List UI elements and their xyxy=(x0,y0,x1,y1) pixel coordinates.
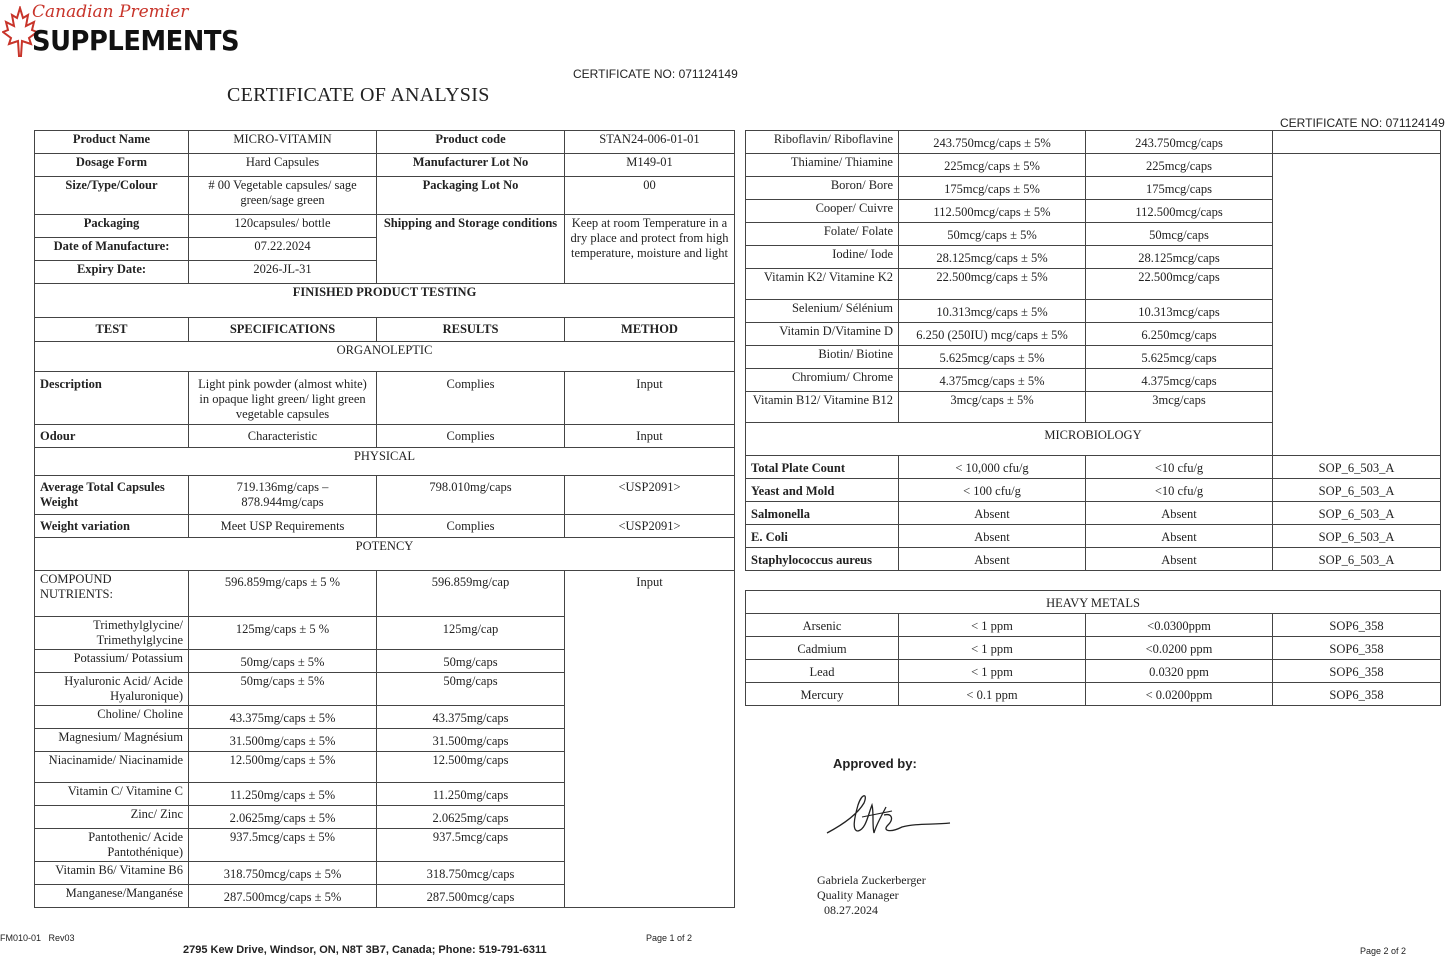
page1-table xyxy=(34,130,735,908)
nutrient-spec: 22.500mcg/caps ± 5% xyxy=(899,269,1086,300)
signature-image xyxy=(822,785,957,845)
odour-result: Complies xyxy=(377,425,565,448)
metal-result: < 0.0200ppm xyxy=(1086,683,1273,706)
weight-variation-spec: Meet USP Requirements xyxy=(189,515,377,538)
approver-role: Quality Manager xyxy=(817,888,899,902)
micro-test: E. Coli xyxy=(746,525,899,548)
microbiology-heading: MICROBIOLOGY xyxy=(746,423,1441,456)
nutrient-name: Riboflavin/ Riboflavine xyxy=(746,131,899,154)
nutrient-result: 5.625mcg/caps xyxy=(1086,346,1273,369)
page2-table xyxy=(745,130,1441,571)
nutrient-name: Iodine/ Iode xyxy=(746,246,899,269)
col-method-header: METHOD xyxy=(565,318,735,342)
nutrient-spec: 28.125mcg/caps ± 5% xyxy=(899,246,1086,269)
micro-test: Staphylococcus aureus xyxy=(746,548,899,571)
micro-method: SOP_6_503_A xyxy=(1273,548,1441,571)
metal-result: <0.0300ppm xyxy=(1086,614,1273,637)
nutrient-spec: 112.500mcg/caps ± 5% xyxy=(899,200,1086,223)
date-of-manufacture-value: 07.22.2024 xyxy=(189,238,377,261)
nutrient-name: Vitamin B12/ Vitamine B12 xyxy=(746,392,899,423)
nutrient-name: Thiamine/ Thiamine xyxy=(746,154,899,177)
nutrient-result: 175mcg/caps xyxy=(1086,177,1273,200)
micro-spec: Absent xyxy=(899,548,1086,571)
nutrient-name: Pantothenic/ Acide Pantothénique) xyxy=(35,829,189,862)
product-name-label: Product Name xyxy=(35,131,189,154)
micro-result: Absent xyxy=(1086,548,1273,571)
certificate-number-page1: CERTIFICATE NO: 071124149 xyxy=(573,67,738,81)
metal-method: SOP6_358 xyxy=(1273,637,1441,660)
nutrient-spec: 287.500mcg/caps ± 5% xyxy=(189,885,377,908)
date-of-manufacture-label: Date of Manufacture: xyxy=(35,238,189,261)
nutrient-result: 43.375mg/caps xyxy=(377,706,565,729)
physical-heading: PHYSICAL xyxy=(35,448,735,476)
nutrient-spec: 225mcg/caps ± 5% xyxy=(899,154,1086,177)
nutrient-result: 3mcg/caps xyxy=(1086,392,1273,423)
nutrient-result: 6.250mcg/caps xyxy=(1086,323,1273,346)
nutrient-spec: 11.250mg/caps ± 5% xyxy=(189,783,377,806)
nutrient-name: Vitamin D/Vitamine D xyxy=(746,323,899,346)
micro-result: Absent xyxy=(1086,502,1273,525)
nutrient-name: Trimethylglycine/ Trimethylglycine xyxy=(35,617,189,650)
heavy-metals-heading: HEAVY METALS xyxy=(746,591,1441,614)
logo-main-text: SUPPLEMENTS xyxy=(32,24,240,57)
nutrient-spec: 937.5mcg/caps ± 5% xyxy=(189,829,377,862)
micro-spec: < 100 cfu/g xyxy=(899,479,1086,502)
nutrient-result: 50mg/caps xyxy=(377,650,565,673)
nutrient-spec: 12.500mg/caps ± 5% xyxy=(189,752,377,783)
nutrient-result: 22.500mcg/caps xyxy=(1086,269,1273,300)
page2-number: Page 2 of 2 xyxy=(1360,946,1407,956)
expiry-date-value: 2026-JL-31 xyxy=(189,261,377,284)
form-code: FM010-01 Rev03 xyxy=(0,933,75,943)
empty-method-cell xyxy=(1273,154,1441,456)
organoleptic-heading: ORGANOLEPTIC xyxy=(35,342,735,372)
nutrient-name: Zinc/ Zinc xyxy=(35,806,189,829)
approver-name: Gabriela Zuckerberger xyxy=(817,873,926,887)
avg-weight-result: 798.010mg/caps xyxy=(377,476,565,515)
metal-result: <0.0200 ppm xyxy=(1086,637,1273,660)
size-type-colour-label: Size/Type/Colour xyxy=(35,177,189,215)
packaging-lot-label: Packaging Lot No xyxy=(377,177,565,215)
micro-result: Absent xyxy=(1086,525,1273,548)
micro-result: <10 cfu/g xyxy=(1086,456,1273,479)
nutrient-result: 50mcg/caps xyxy=(1086,223,1273,246)
metal-spec: < 1 ppm xyxy=(899,614,1086,637)
micro-method: SOP_6_503_A xyxy=(1273,502,1441,525)
nutrient-name: Chromium/ Chrome xyxy=(746,369,899,392)
nutrient-name: Cooper/ Cuivre xyxy=(746,200,899,223)
certificate-number-page2: CERTIFICATE NO: 071124149 xyxy=(1280,116,1445,130)
nutrient-spec: 3mcg/caps ± 5% xyxy=(899,392,1086,423)
metal-method: SOP6_358 xyxy=(1273,683,1441,706)
nutrient-result: 287.500mcg/caps xyxy=(377,885,565,908)
heavy-metals-table xyxy=(745,590,1441,706)
nutrient-spec: 6.250 (250IU) mcg/caps ± 5% xyxy=(899,323,1086,346)
nutrient-result: 11.250mg/caps xyxy=(377,783,565,806)
nutrient-name: Magnesium/ Magnésium xyxy=(35,729,189,752)
description-label: Description xyxy=(35,372,189,425)
nutrient-name: Folate/ Folate xyxy=(746,223,899,246)
approval-date: 08.27.2024 xyxy=(824,903,878,917)
compound-nutrients-result: 596.859mg/cap xyxy=(377,571,565,617)
storage-label: Shipping and Storage conditions xyxy=(377,215,565,284)
nutrient-name: Vitamin C/ Vitamine C xyxy=(35,783,189,806)
nutrient-result: 28.125mcg/caps xyxy=(1086,246,1273,269)
odour-label: Odour xyxy=(35,425,189,448)
nutrient-name: Hyaluronic Acid/ Acide Hyaluronique) xyxy=(35,673,189,706)
weight-variation-method: <USP2091> xyxy=(565,515,735,538)
logo-script-text: Canadian Premier xyxy=(32,2,189,22)
nutrient-spec: 10.313mcg/caps ± 5% xyxy=(899,300,1086,323)
micro-spec: < 10,000 cfu/g xyxy=(899,456,1086,479)
packaging-label: Packaging xyxy=(35,215,189,238)
compound-nutrients-label: COMPOUND NUTRIENTS: xyxy=(35,571,189,617)
size-type-colour-value: # 00 Vegetable capsules/ sage green/sage green xyxy=(189,177,377,215)
avg-weight-method: <USP2091> xyxy=(565,476,735,515)
nutrient-result: 50mg/caps xyxy=(377,673,565,706)
metal-method: SOP6_358 xyxy=(1273,660,1441,683)
storage-value: Keep at room Temperature in a dry place and protect from high temperature, moisture and light xyxy=(565,215,735,284)
micro-test: Total Plate Count xyxy=(746,456,899,479)
nutrient-spec: 5.625mcg/caps ± 5% xyxy=(899,346,1086,369)
metal-spec: < 0.1 ppm xyxy=(899,683,1086,706)
manufacturer-lot-value: M149-01 xyxy=(565,154,735,177)
nutrient-result: 12.500mg/caps xyxy=(377,752,565,783)
nutrient-name: Choline/ Choline xyxy=(35,706,189,729)
page1-number: Page 1 of 2 xyxy=(646,933,693,943)
nutrient-spec: 50mg/caps ± 5% xyxy=(189,673,377,706)
weight-variation-label: Weight variation xyxy=(35,515,189,538)
product-name-value: MICRO-VITAMIN xyxy=(189,131,377,154)
micro-spec: Absent xyxy=(899,502,1086,525)
weight-variation-result: Complies xyxy=(377,515,565,538)
compound-nutrients-spec: 596.859mg/caps ± 5 % xyxy=(189,571,377,617)
metal-result: 0.0320 ppm xyxy=(1086,660,1273,683)
nutrient-result: 937.5mcg/caps xyxy=(377,829,565,862)
nutrient-spec: 43.375mg/caps ± 5% xyxy=(189,706,377,729)
nutrient-spec: 31.500mg/caps ± 5% xyxy=(189,729,377,752)
description-method: Input xyxy=(565,372,735,425)
nutrient-name: Biotin/ Biotine xyxy=(746,346,899,369)
micro-result: <10 cfu/g xyxy=(1086,479,1273,502)
company-logo xyxy=(2,2,240,62)
nutrient-result: 10.313mcg/caps xyxy=(1086,300,1273,323)
nutrient-result: 112.500mcg/caps xyxy=(1086,200,1273,223)
finished-product-testing-heading: FINISHED PRODUCT TESTING xyxy=(35,284,735,318)
micro-method: SOP_6_503_A xyxy=(1273,456,1441,479)
nutrient-name: Vitamin B6/ Vitamine B6 xyxy=(35,862,189,885)
nutrient-name: Potassium/ Potassium xyxy=(35,650,189,673)
micro-method: SOP_6_503_A xyxy=(1273,479,1441,502)
packaging-lot-value: 00 xyxy=(565,177,735,215)
manufacturer-lot-label: Manufacturer Lot No xyxy=(377,154,565,177)
nutrient-spec: 2.0625mg/caps ± 5% xyxy=(189,806,377,829)
micro-spec: Absent xyxy=(899,525,1086,548)
nutrient-result: 125mg/cap xyxy=(377,617,565,650)
odour-method: Input xyxy=(565,425,735,448)
micro-test: Salmonella xyxy=(746,502,899,525)
micro-test: Yeast and Mold xyxy=(746,479,899,502)
description-spec: Light pink powder (almost white) in opaque light green/ light green vegetable capsules xyxy=(189,372,377,425)
nutrient-spec: 50mg/caps ± 5% xyxy=(189,650,377,673)
nutrient-result: 225mcg/caps xyxy=(1086,154,1273,177)
nutrient-spec: 50mcg/caps ± 5% xyxy=(899,223,1086,246)
empty-method-cell xyxy=(1273,131,1441,154)
product-code-value: STAN24-006-01-01 xyxy=(565,131,735,154)
metal-test: Cadmium xyxy=(746,637,899,660)
nutrient-result: 318.750mcg/caps xyxy=(377,862,565,885)
compound-nutrients-method: Input xyxy=(565,571,735,908)
metal-test: Lead xyxy=(746,660,899,683)
nutrient-spec: 175mcg/caps ± 5% xyxy=(899,177,1086,200)
col-test-header: TEST xyxy=(35,318,189,342)
dosage-form-label: Dosage Form xyxy=(35,154,189,177)
page-title: CERTIFICATE OF ANALYSIS xyxy=(227,84,490,106)
nutrient-name: Niacinamide/ Niacinamide xyxy=(35,752,189,783)
packaging-value: 120capsules/ bottle xyxy=(189,215,377,238)
col-results-header: RESULTS xyxy=(377,318,565,342)
nutrient-result: 31.500mg/caps xyxy=(377,729,565,752)
nutrient-result: 4.375mcg/caps xyxy=(1086,369,1273,392)
nutrient-result: 2.0625mg/caps xyxy=(377,806,565,829)
nutrient-name: Manganese/Manganése xyxy=(35,885,189,908)
col-spec-header: SPECIFICATIONS xyxy=(189,318,377,342)
metal-method: SOP6_358 xyxy=(1273,614,1441,637)
nutrient-spec: 125mg/caps ± 5 % xyxy=(189,617,377,650)
expiry-date-label: Expiry Date: xyxy=(35,261,189,284)
avg-weight-spec: 719.136mg/caps – 878.944mg/caps xyxy=(189,476,377,515)
nutrient-name: Boron/ Bore xyxy=(746,177,899,200)
nutrient-spec: 4.375mcg/caps ± 5% xyxy=(899,369,1086,392)
company-address: 2795 Kew Drive, Windsor, ON, N8T 3B7, Canada; Phone: 519-791-6311 xyxy=(183,944,547,956)
nutrient-result: 243.750mcg/caps xyxy=(1086,131,1273,154)
micro-method: SOP_6_503_A xyxy=(1273,525,1441,548)
metal-test: Mercury xyxy=(746,683,899,706)
nutrient-name: Selenium/ Sélénium xyxy=(746,300,899,323)
metal-spec: < 1 ppm xyxy=(899,637,1086,660)
dosage-form-value: Hard Capsules xyxy=(189,154,377,177)
description-result: Complies xyxy=(377,372,565,425)
odour-spec: Characteristic xyxy=(189,425,377,448)
approved-by-label: Approved by: xyxy=(833,756,917,771)
product-code-label: Product code xyxy=(377,131,565,154)
nutrient-spec: 243.750mcg/caps ± 5% xyxy=(899,131,1086,154)
nutrient-name: Vitamin K2/ Vitamine K2 xyxy=(746,269,899,300)
avg-weight-label: Average Total Capsules Weight xyxy=(35,476,189,515)
nutrient-spec: 318.750mcg/caps ± 5% xyxy=(189,862,377,885)
metal-test: Arsenic xyxy=(746,614,899,637)
potency-heading: POTENCY xyxy=(35,538,735,571)
metal-spec: < 1 ppm xyxy=(899,660,1086,683)
